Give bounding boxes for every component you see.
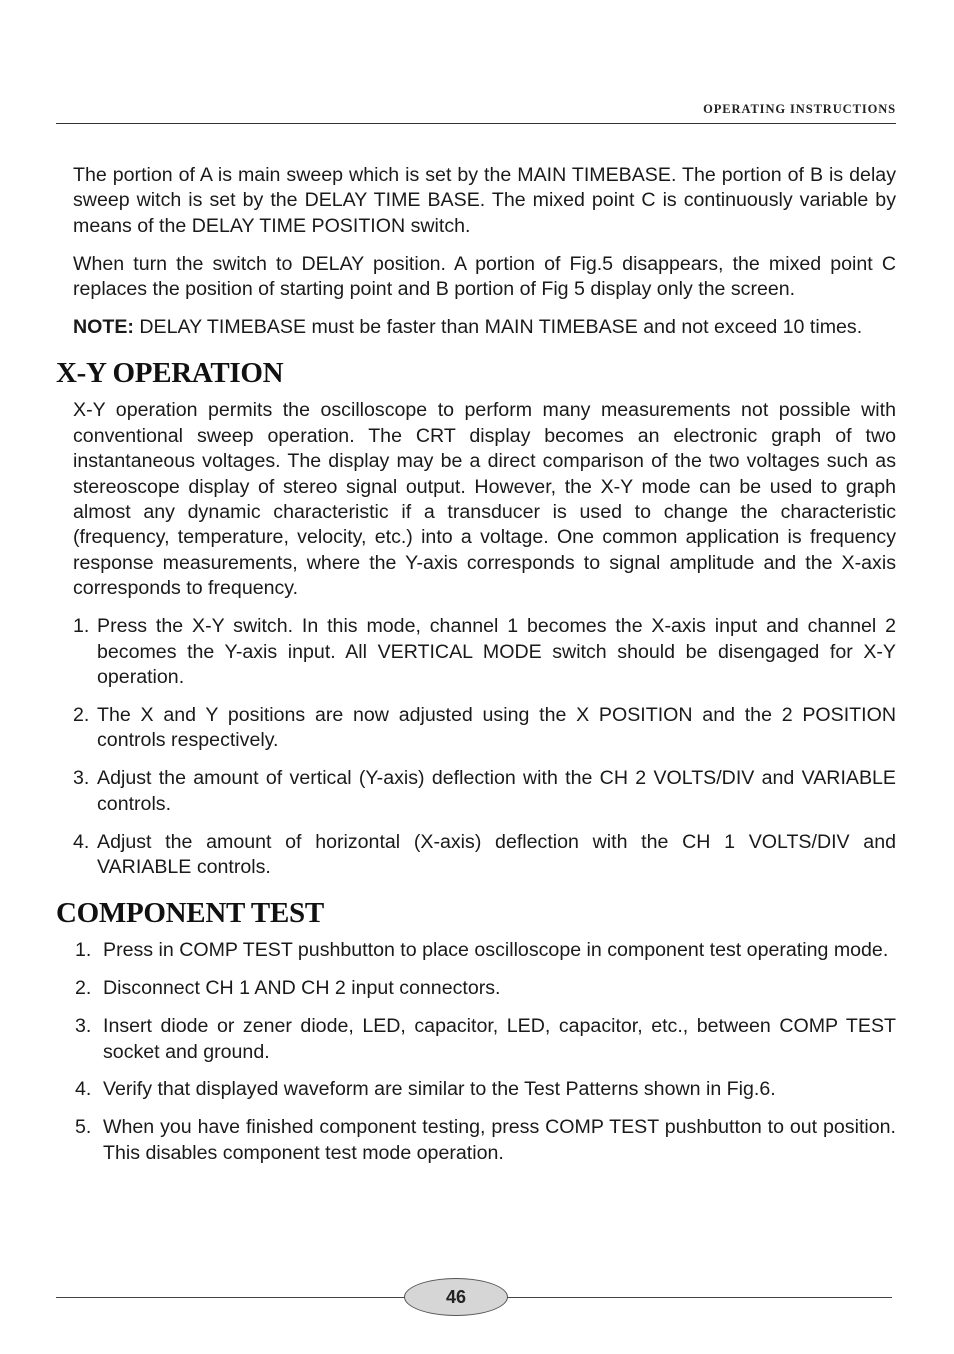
page-content — [56, 163, 896, 1179]
running-header: OPERATING INSTRUCTIONS — [703, 102, 896, 116]
step-number: 1. — [75, 939, 92, 962]
xy-step-3 — [73, 766, 896, 817]
component-test-steps-list — [73, 938, 896, 1166]
note-paragraph — [73, 315, 896, 340]
xy-operation-heading: X-Y OPERATION — [56, 357, 284, 390]
step-text: Adjust the amount of vertical (Y-axis) deflection with the CH 2 VOLTS/DIV and VARIABLE controls. — [97, 767, 896, 815]
page-number-badge — [404, 1278, 508, 1316]
comp-step-1 — [73, 938, 896, 963]
step-text: Disconnect CH 1 AND CH 2 input connectors. — [103, 977, 501, 1000]
header-divider — [56, 123, 896, 124]
step-text: Verify that displayed waveform are similar to the Test Patterns shown in Fig.6. — [103, 1078, 776, 1101]
step-number: 4. — [73, 830, 90, 853]
comp-step-5 — [73, 1115, 896, 1166]
comp-step-3 — [73, 1014, 896, 1065]
intro-paragraph-2: When turn the switch to DELAY position. A portion of Fig.5 disappears, the mixed point C replaces the position of starting point and B portion of Fig 5 display only the screen. — [73, 252, 896, 301]
step-number: 4. — [75, 1078, 92, 1101]
component-test-heading: COMPONENT TEST — [56, 897, 324, 930]
comp-step-2 — [73, 976, 896, 1001]
step-text: When you have finished component testing, press COMP TEST pushbutton to out position. This disables component test mode operation. — [103, 1116, 896, 1164]
step-text: The X and Y positions are now adjusted using the X POSITION and the 2 POSITION controls respectively. — [97, 703, 896, 752]
step-text: Insert diode or zener diode, LED, capacitor, LED, capacitor, etc., between COMP TEST socket and ground. — [103, 1015, 896, 1063]
note-label: NOTE: — [73, 316, 134, 339]
xy-step-2 — [73, 703, 896, 754]
step-text: Press the X-Y switch. In this mode, channel 1 becomes the X-axis input and channel 2 becomes the Y-axis input. All VERTICAL MODE switch should be disengaged for X-Y operation. — [97, 615, 896, 688]
xy-operation-body: X-Y operation permits the oscilloscope to perform many measurements not possible with conventional sweep operation. The CRT display becomes an electronic graph of two instantaneous voltages. The display may be a direct comparison of the two voltages such as stereoscope display of stereo signal output. However, the X-Y mode can be used to graph almost any dynamic characteristic if a transducer is used to change the characteristic (frequency, temperature, velocity, etc.) into a voltage. One common application is frequency response measurements, where the Y-axis corresponds to signal amplitude and the X-axis corresponds to frequency. — [73, 399, 896, 600]
step-number: 2. — [75, 977, 92, 1000]
step-number: 5. — [75, 1116, 92, 1139]
xy-steps-list — [73, 614, 896, 880]
xy-step-4 — [73, 830, 896, 881]
page-number: 46 — [445, 1286, 467, 1307]
step-number: 3. — [73, 767, 90, 790]
step-number: 2. — [73, 703, 90, 726]
xy-step-1 — [73, 614, 896, 690]
step-number: 3. — [75, 1015, 92, 1038]
step-text: Adjust the amount of horizontal (X-axis) deflection with the CH 1 VOLTS/DIV and VARIABLE controls. — [97, 830, 896, 878]
note-text: DELAY TIMEBASE must be faster than MAIN TIMEBASE and not exceed 10 times. — [133, 316, 863, 339]
step-number: 1. — [73, 615, 90, 638]
intro-paragraph-1: The portion of A is main sweep which is set by the MAIN TIMEBASE. The portion of B is delay sweep witch is set by the DELAY TIME BASE. The mixed point C is continuously variable by means of the DELAY TIME POSITION switch. — [73, 164, 896, 237]
step-text: Press in COMP TEST pushbutton to place oscilloscope in component test operating mode. — [103, 939, 889, 962]
comp-step-4 — [73, 1077, 896, 1102]
